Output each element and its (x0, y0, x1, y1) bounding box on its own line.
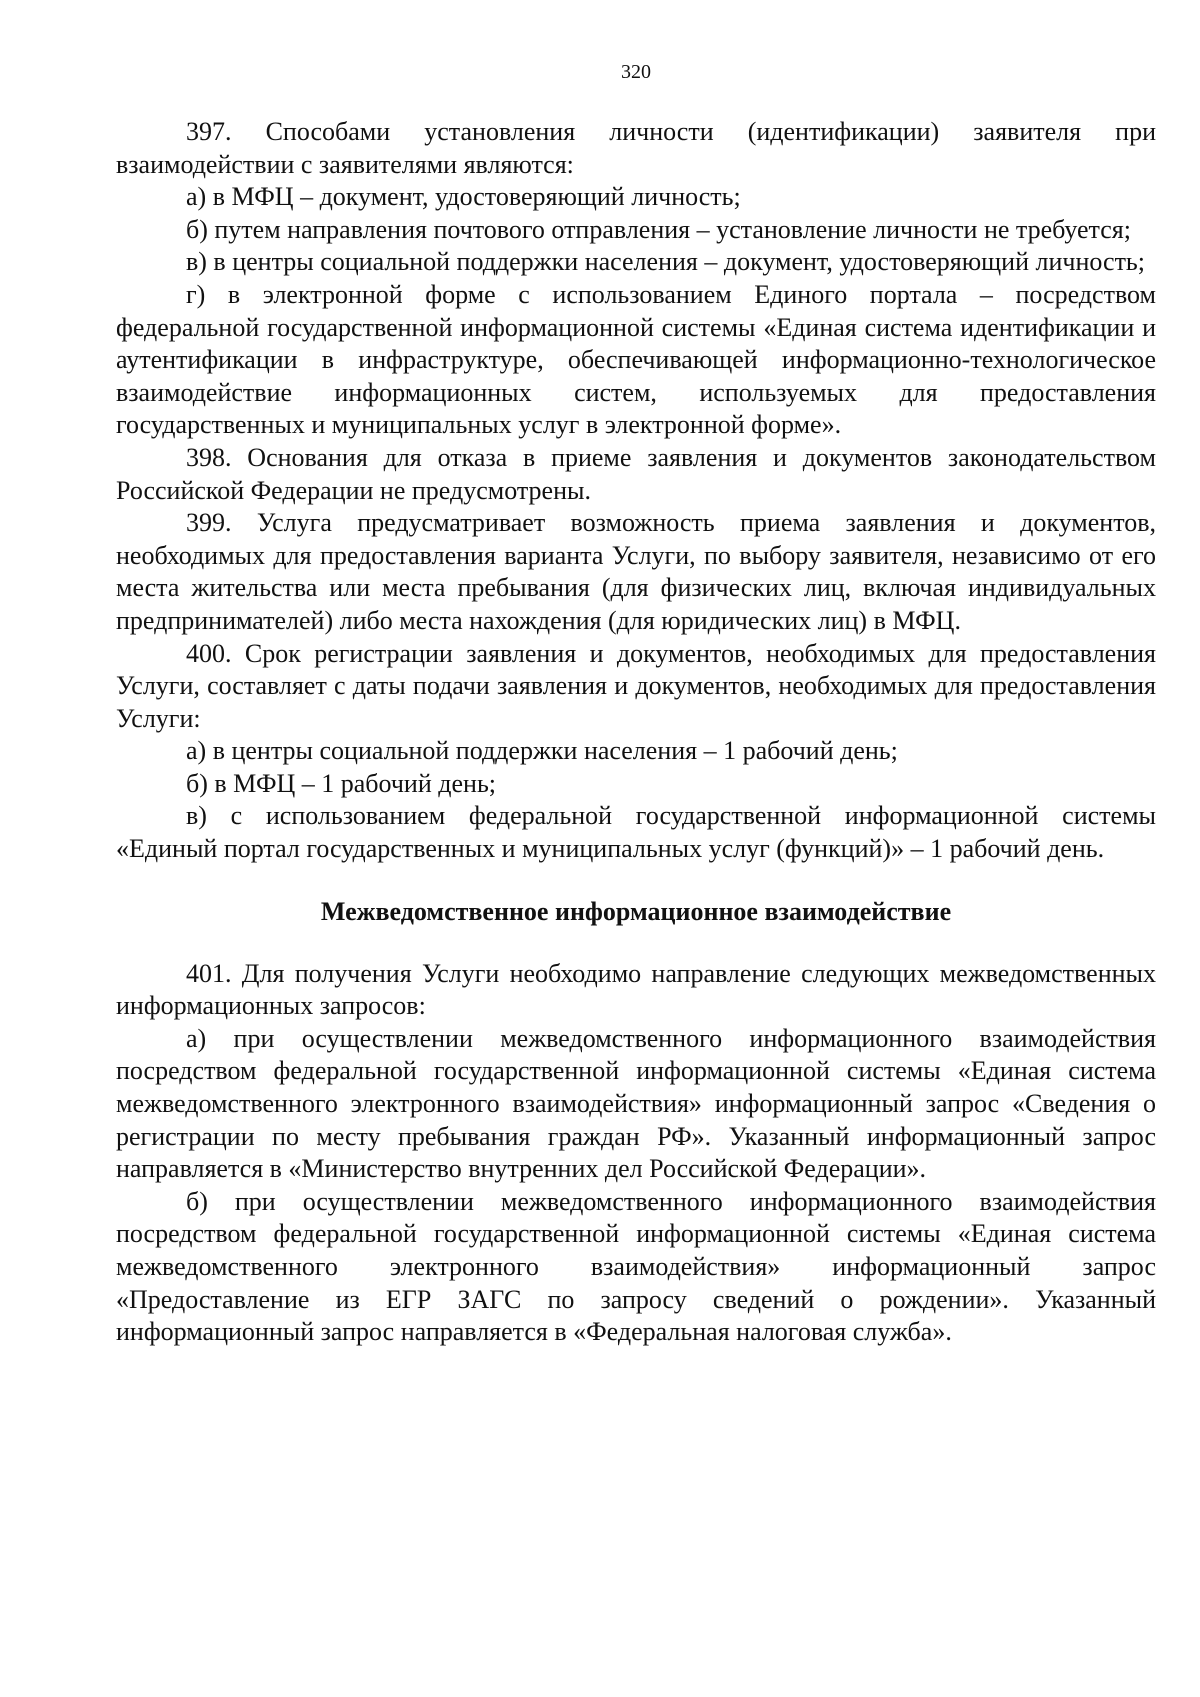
paragraph-399: 399. Услуга предусматривает возможность приема заявления и документов, необходимых для предоставления варианта Услуги, по выбору заявителя, независимо от его места жительства или места пребывания (для физических лиц, включая индивидуальных предпринимателей) либо места нахождения (для юридических лиц) в МФЦ. (116, 508, 1156, 635)
section-heading: Межведомственное информационное взаимодействие (320, 896, 952, 926)
paragraph-400-v: в) с использованием федеральной государственной информационной системы «Единый портал государственных и муниципальных услуг (функций)» – 1 рабочий день. (116, 801, 1156, 864)
paragraph-397: 397. Способами установления личности (идентификации) заявителя при взаимодействии с заявителями являются: (116, 117, 1156, 179)
paragraph-group-top (116, 116, 1156, 866)
paragraph-400-a: а) в центры социальной поддержки населения – 1 рабочий день; (186, 736, 898, 766)
page-number: 320 (621, 61, 651, 83)
document-page (116, 60, 1156, 1349)
paragraph-400: 400. Срок регистрации заявления и документов, необходимых для предоставления Услуги, составляет с даты подачи заявления и документов, необходимых для предоставления Услуги: (116, 638, 1156, 733)
paragraph-400-b: б) в МФЦ – 1 рабочий день; (186, 768, 497, 798)
paragraph-397-g: г) в электронной форме с использованием Единого портала – посредством федеральной государственной информационной системы «Единая система идентификации и аутентификации в инфраструктуре, обеспечивающей информационно-технологическое взаимодействие информационных систем, используемых для предоставления государственных и муниципальных услуг в электронной форме». (116, 279, 1156, 440)
paragraph-group-bottom (116, 958, 1156, 1349)
paragraph-397-a: а) в МФЦ – документ, удостоверяющий личность; (186, 182, 741, 212)
paragraph-401-a: а) при осуществлении межведомственного информационного взаимодействия посредством федеральной государственной информационной системы «Единая система межведомственного электронного взаимодействия» информационный запрос «Сведения о регистрации по месту пребывания граждан РФ». Указанный информационный запрос направляется в «Министерство внутренних дел Российской Федерации». (116, 1023, 1156, 1184)
paragraph-397-b: б) путем направления почтового отправления – установление личности не требуется; (186, 214, 1131, 244)
paragraph-401-b: б) при осуществлении межведомственного информационного взаимодействия посредством федеральной государственной информационной системы «Единая система межведомственного электронного взаимодействия» информационный запрос «Предоставление из ЕГР ЗАГС по запросу сведений о рождении». Указанный информационный запрос направляется в «Федеральная налоговая служба». (116, 1186, 1156, 1347)
paragraph-401: 401. Для получения Услуги необходимо направление следующих межведомственных информационных запросов: (116, 958, 1156, 1021)
paragraph-397-v: в) в центры социальной поддержки населения – документ, удостоверяющий личность; (186, 247, 1146, 277)
paragraph-398: 398. Основания для отказа в приеме заявления и документов законодательством Российской Федерации не предусмотрены. (116, 442, 1156, 505)
